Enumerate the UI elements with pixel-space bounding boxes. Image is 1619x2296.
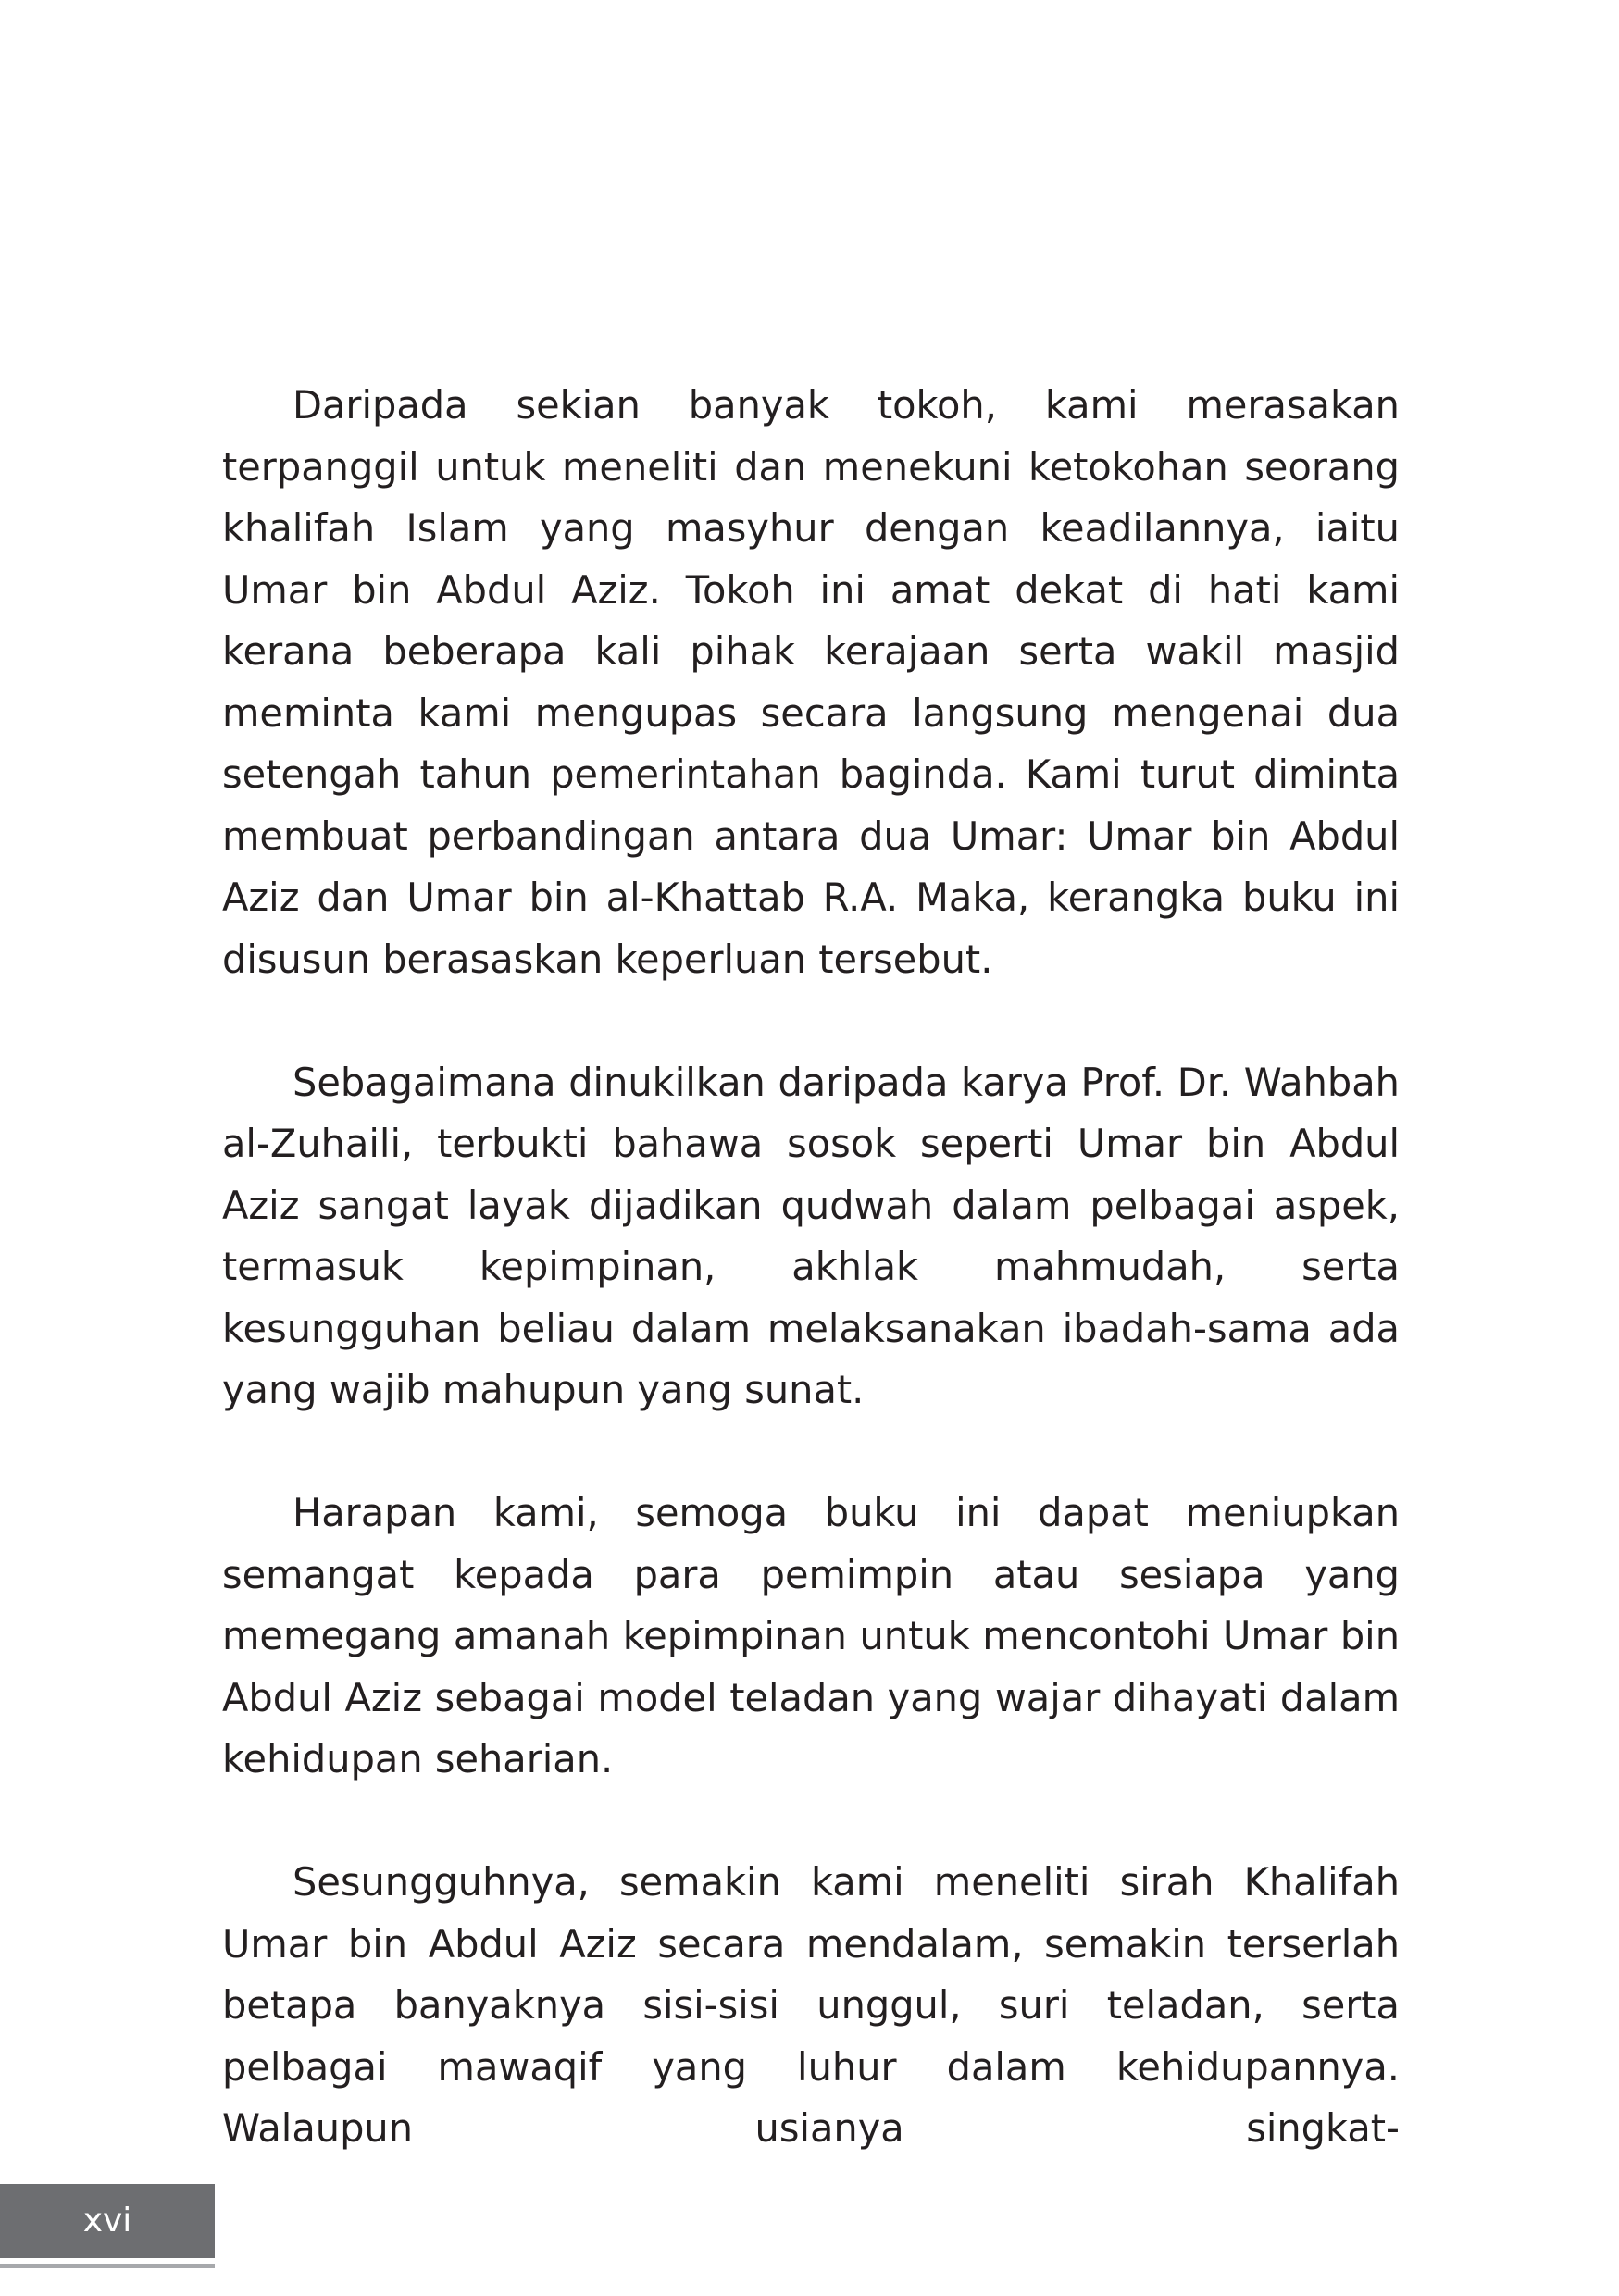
paragraph-4: Sesungguhnya, semakin kami meneliti sirah Khalifah Umar bin Abdul Aziz secara mendalam, semakin terserlah betapa banyaknya sisi-sisi unggul, suri teladan, serta pelbagai mawaqif yang luhur dalam kehidupannya. Walaupun usianya singkat- xyxy=(222,1859,1400,2151)
paragraph-1: Daripada sekian banyak tokoh, kami merasakan terpanggil untuk meneliti dan menekuni ketokohan seorang khalifah Islam yang masyhur dengan keadilannya, iaitu Umar bin Abdul Aziz. Tokoh ini amat dekat di hati kami kerana beberapa kali pihak kerajaan serta wakil masjid meminta kami mengupas secara langsung mengenai dua setengah tahun pemerintahan baginda. Kami turut diminta membuat perbandingan antara dua Umar: Umar bin Abdul Aziz dan Umar bin al-Khattab R.A. Maka, kerangka buku ini disusun berasaskan keperluan tersebut. xyxy=(222,382,1400,982)
body-text xyxy=(222,375,1400,2160)
folio-rule xyxy=(0,2264,215,2268)
page-number: xvi xyxy=(0,2184,215,2258)
paragraph-2: Sebagaimana dinukilkan daripada karya Prof. Dr. Wahbah al-Zuhaili, terbukti bahawa sosok seperti Umar bin Abdul Aziz sangat layak dijadikan qudwah dalam pelbagai aspek, termasuk kepimpinan, akhlak mahmudah, serta kesungguhan beliau dalam melaksanakan ibadah-sama ada yang wajib mahupun yang sunat. xyxy=(222,1059,1400,1412)
paragraph-3: Harapan kami, semoga buku ini dapat meniupkan semangat kepada para pemimpin atau sesiapa yang memegang amanah kepimpinan untuk mencontohi Umar bin Abdul Aziz sebagai model teladan yang wajar dihayati dalam kehidupan seharian. xyxy=(222,1490,1400,1781)
